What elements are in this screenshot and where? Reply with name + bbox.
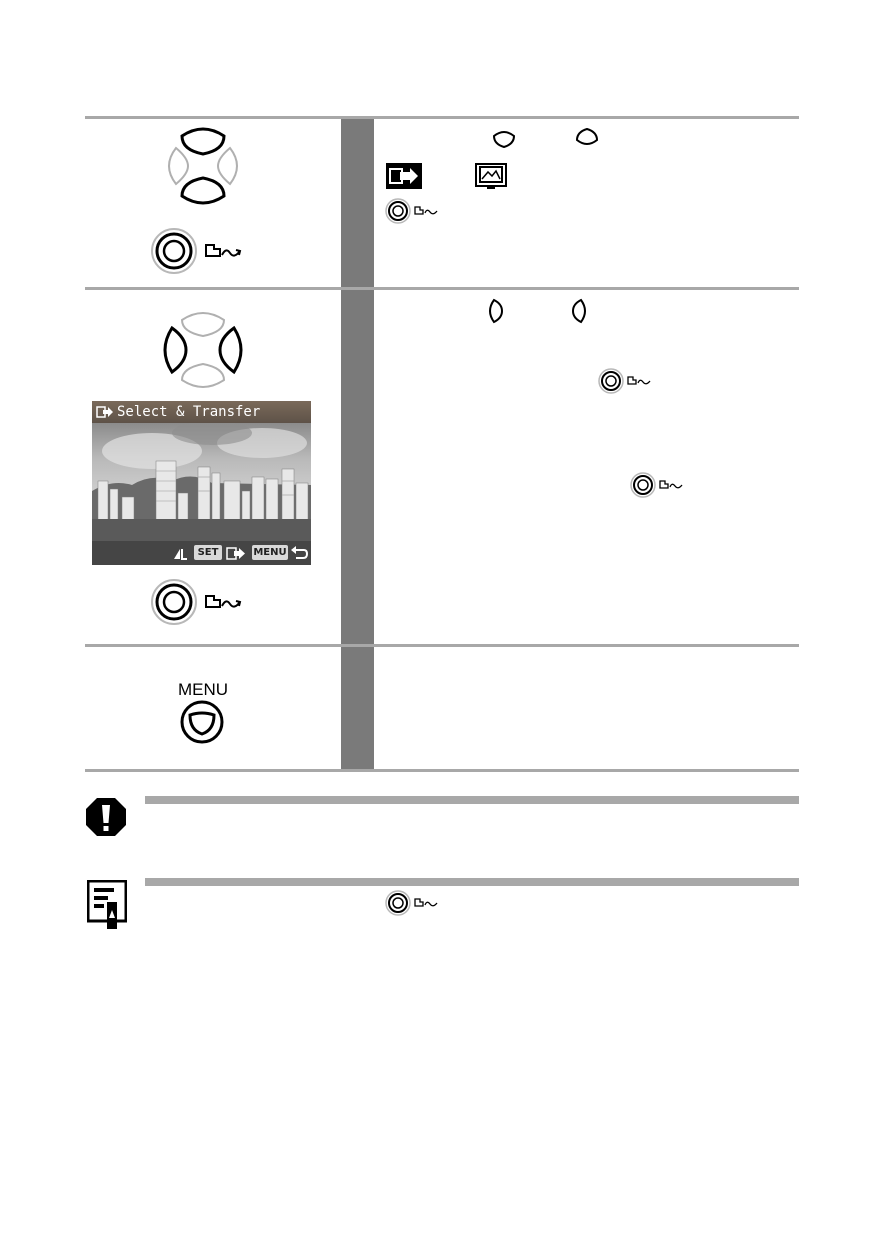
- up-down-controller-icon: [158, 124, 248, 208]
- right-button-icon: [569, 298, 589, 324]
- row-divider-2: [85, 644, 799, 647]
- down-button-icon: [574, 126, 600, 148]
- left-right-controller-icon: [158, 308, 248, 392]
- caution-icon: [85, 797, 127, 837]
- image-mode-icon: [475, 163, 507, 189]
- step-column-1: [341, 119, 374, 287]
- print-share-button-icon: [598, 368, 656, 394]
- left-button-icon: [486, 298, 506, 324]
- table-top-rule: [85, 116, 799, 119]
- step-column-2: [341, 290, 374, 644]
- row-divider-1: [85, 287, 799, 290]
- back-arrow-icon: [290, 545, 308, 561]
- print-share-button-icon: [150, 576, 250, 628]
- menu-button-icon: [180, 700, 224, 744]
- transfer-icon: [96, 405, 114, 419]
- screen-title-bar: [92, 401, 311, 423]
- menu-tag: MENU: [253, 547, 287, 558]
- table-bottom-rule: [85, 769, 799, 772]
- screen-title-text: Select & Transfer: [117, 404, 261, 420]
- step-column-3: [341, 647, 374, 769]
- image-size-icon: [172, 545, 188, 561]
- transfer-icon: [226, 545, 246, 561]
- transfer-mode-icon: [386, 163, 422, 189]
- menu-button-label: MENU: [178, 680, 229, 699]
- note-header-bar: [145, 878, 799, 886]
- set-tag: SET: [194, 545, 222, 560]
- note-icon: [87, 880, 127, 930]
- up-button-icon: [491, 128, 517, 150]
- caution-header-bar: [145, 796, 799, 804]
- print-share-button-icon: [385, 198, 443, 224]
- camera-lcd-screen: [92, 401, 311, 565]
- print-share-button-icon: [150, 225, 250, 277]
- screen-bottom-bar: [92, 541, 311, 565]
- print-share-button-icon: [630, 472, 688, 498]
- print-share-button-icon: [385, 890, 443, 916]
